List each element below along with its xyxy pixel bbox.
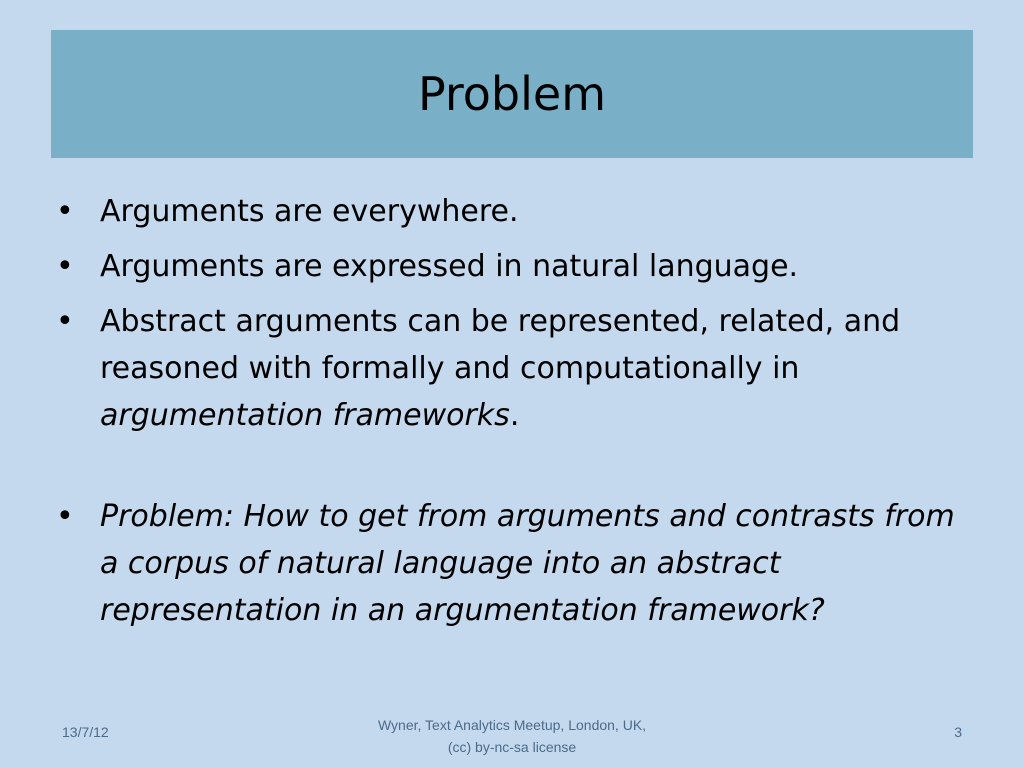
title-bar [51, 30, 973, 158]
bullet-text-end: . [509, 398, 520, 433]
bullet-text: Abstract arguments can be represented, related, and reasoned with formally and computationally in [100, 304, 901, 386]
bullet-marker: • [56, 194, 74, 229]
footer-credit-line1: Wyner, Text Analytics Meetup, London, UK, [377, 717, 647, 733]
bullet-item [56, 298, 976, 439]
footer-credit-line2: (cc) by-nc-sa license [447, 739, 577, 755]
bullet-text: Arguments are everywhere. [100, 194, 519, 229]
bullet-text-italic: argumentation frameworks [100, 398, 510, 433]
bullet-item [56, 243, 976, 290]
bullet-marker: • [56, 249, 74, 284]
bullet-list [56, 188, 976, 642]
bullet-text: Problem: How to get from arguments and contrasts from a corpus of natural language into an abstract representation in an argumentation framework? [100, 499, 955, 628]
footer-credit [312, 714, 712, 758]
bullet-text: Arguments are expressed in natural language. [100, 249, 799, 284]
bullet-marker: • [56, 304, 74, 339]
slide-title: Problem [417, 67, 607, 121]
bullet-marker: • [56, 499, 74, 534]
page-number: 3 [954, 724, 962, 740]
bullet-item [56, 493, 976, 634]
bullet-item [56, 188, 976, 235]
footer-date: 13/7/12 [62, 724, 109, 740]
